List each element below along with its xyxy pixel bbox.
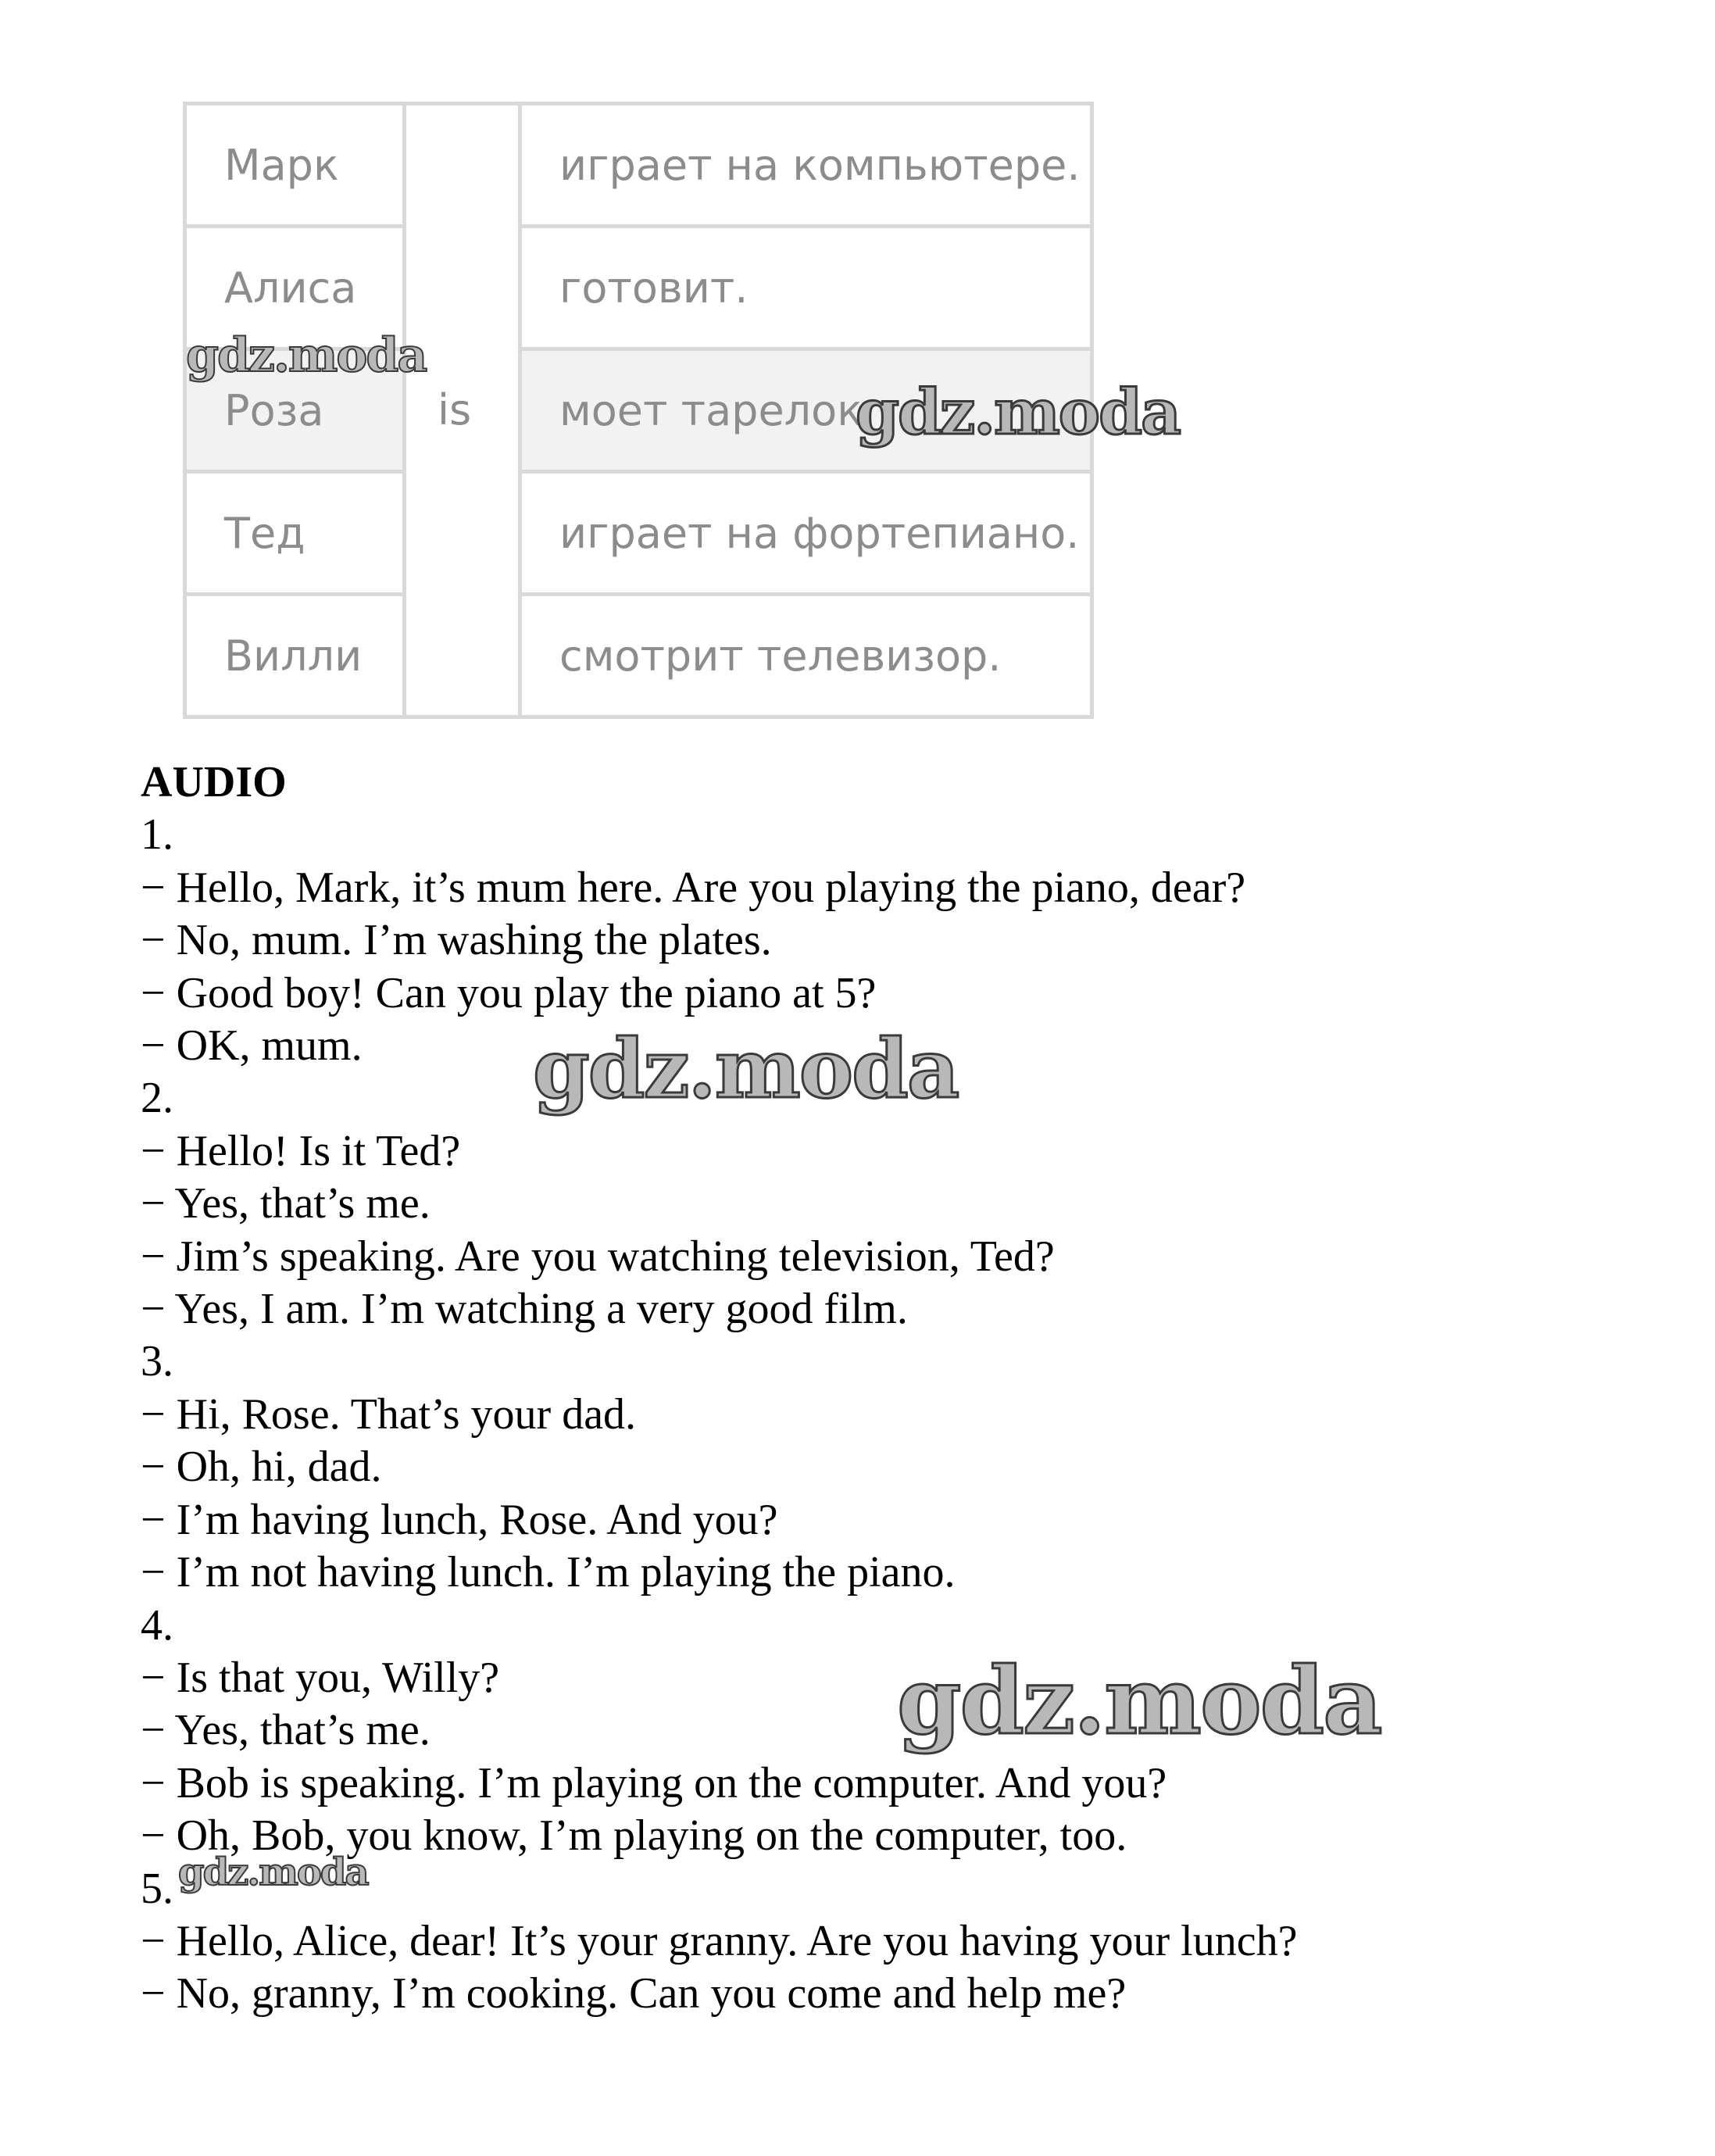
action-cell: готовит. <box>520 227 1092 349</box>
dialogue-line: − Yes, that’s me. <box>141 1706 431 1755</box>
dialogue-line: − Hi, Rose. That’s your dad. <box>141 1389 637 1439</box>
dialogue-line: − No, mum. I’m washing the plates. <box>141 916 772 965</box>
dialogue-line: − No, granny, I’m cooking. Can you come and help me? <box>141 1969 1127 2018</box>
action-cell: смотрит телевизор. <box>520 595 1092 717</box>
dialogue-section <box>141 1600 1625 1863</box>
table-row <box>185 472 1092 595</box>
dialogue-number: 5. <box>141 1864 173 1913</box>
watermark: gdz.moda <box>897 1646 1381 1755</box>
action-cell: играет на фортепиано. <box>520 472 1092 595</box>
dialogue-line: − Jim’s speaking. Are you watching television, Ted? <box>141 1232 1055 1281</box>
dialogue-number: 1. <box>141 810 173 860</box>
dialogue-line: − Is that you, Willy? <box>141 1653 500 1702</box>
dialogue-line: − Good boy! Can you play the piano at 5? <box>141 968 877 1017</box>
dialogue-number: 2. <box>141 1074 173 1123</box>
watermark: gdz.moda <box>186 328 427 383</box>
audio-heading: AUDIO <box>141 758 287 806</box>
name-cell: Тед <box>185 472 405 595</box>
table-row <box>185 595 1092 717</box>
dialogue-line: − OK, mum. <box>141 1021 363 1071</box>
dialogue-section <box>141 1335 1625 1599</box>
dialogue-number: 4. <box>141 1600 173 1650</box>
dialogue-line: − I’m having lunch, Rose. And you? <box>141 1495 778 1544</box>
audio-transcript <box>141 756 1625 2021</box>
watermark: gdz.moda <box>178 1850 368 1894</box>
table-row <box>185 104 1092 227</box>
watermark: gdz.moda <box>533 1021 959 1117</box>
name-cell: Роза <box>185 349 405 472</box>
dialogue-line: − Hello, Alice, dear! It’s your granny. Are you having your lunch? <box>141 1916 1298 1965</box>
dialogue-line: − Hello! Is it Ted? <box>141 1126 461 1175</box>
name-cell: Вилли <box>185 595 405 717</box>
dialogue-line: − Hello, Mark, it’s mum here. Are you playing the piano, dear? <box>141 863 1246 912</box>
dialogue-line: − Bob is speaking. I’m playing on the computer. And you? <box>141 1758 1167 1807</box>
dialogue-line: − Yes, I am. I’m watching a very good film. <box>141 1285 908 1334</box>
action-cell: играет на компьютере. <box>520 104 1092 227</box>
dialogue-line: − Oh, hi, dad. <box>141 1443 382 1492</box>
action-cell: моет тарелок. <box>520 349 1092 472</box>
watermark: gdz.moda <box>856 375 1180 449</box>
name-cell: Марк <box>185 104 405 227</box>
dialogue-line: − I’m not having lunch. I’m playing the piano. <box>141 1548 956 1597</box>
dialogue-line: − Yes, that’s me. <box>141 1179 431 1228</box>
dialogue-line: − Oh, Bob, you know, I’m playing on the computer, too. <box>141 1811 1127 1861</box>
name-cell: Алиса <box>185 227 405 349</box>
dialogue-number: 3. <box>141 1337 173 1386</box>
verb-is-label: is <box>438 385 472 434</box>
